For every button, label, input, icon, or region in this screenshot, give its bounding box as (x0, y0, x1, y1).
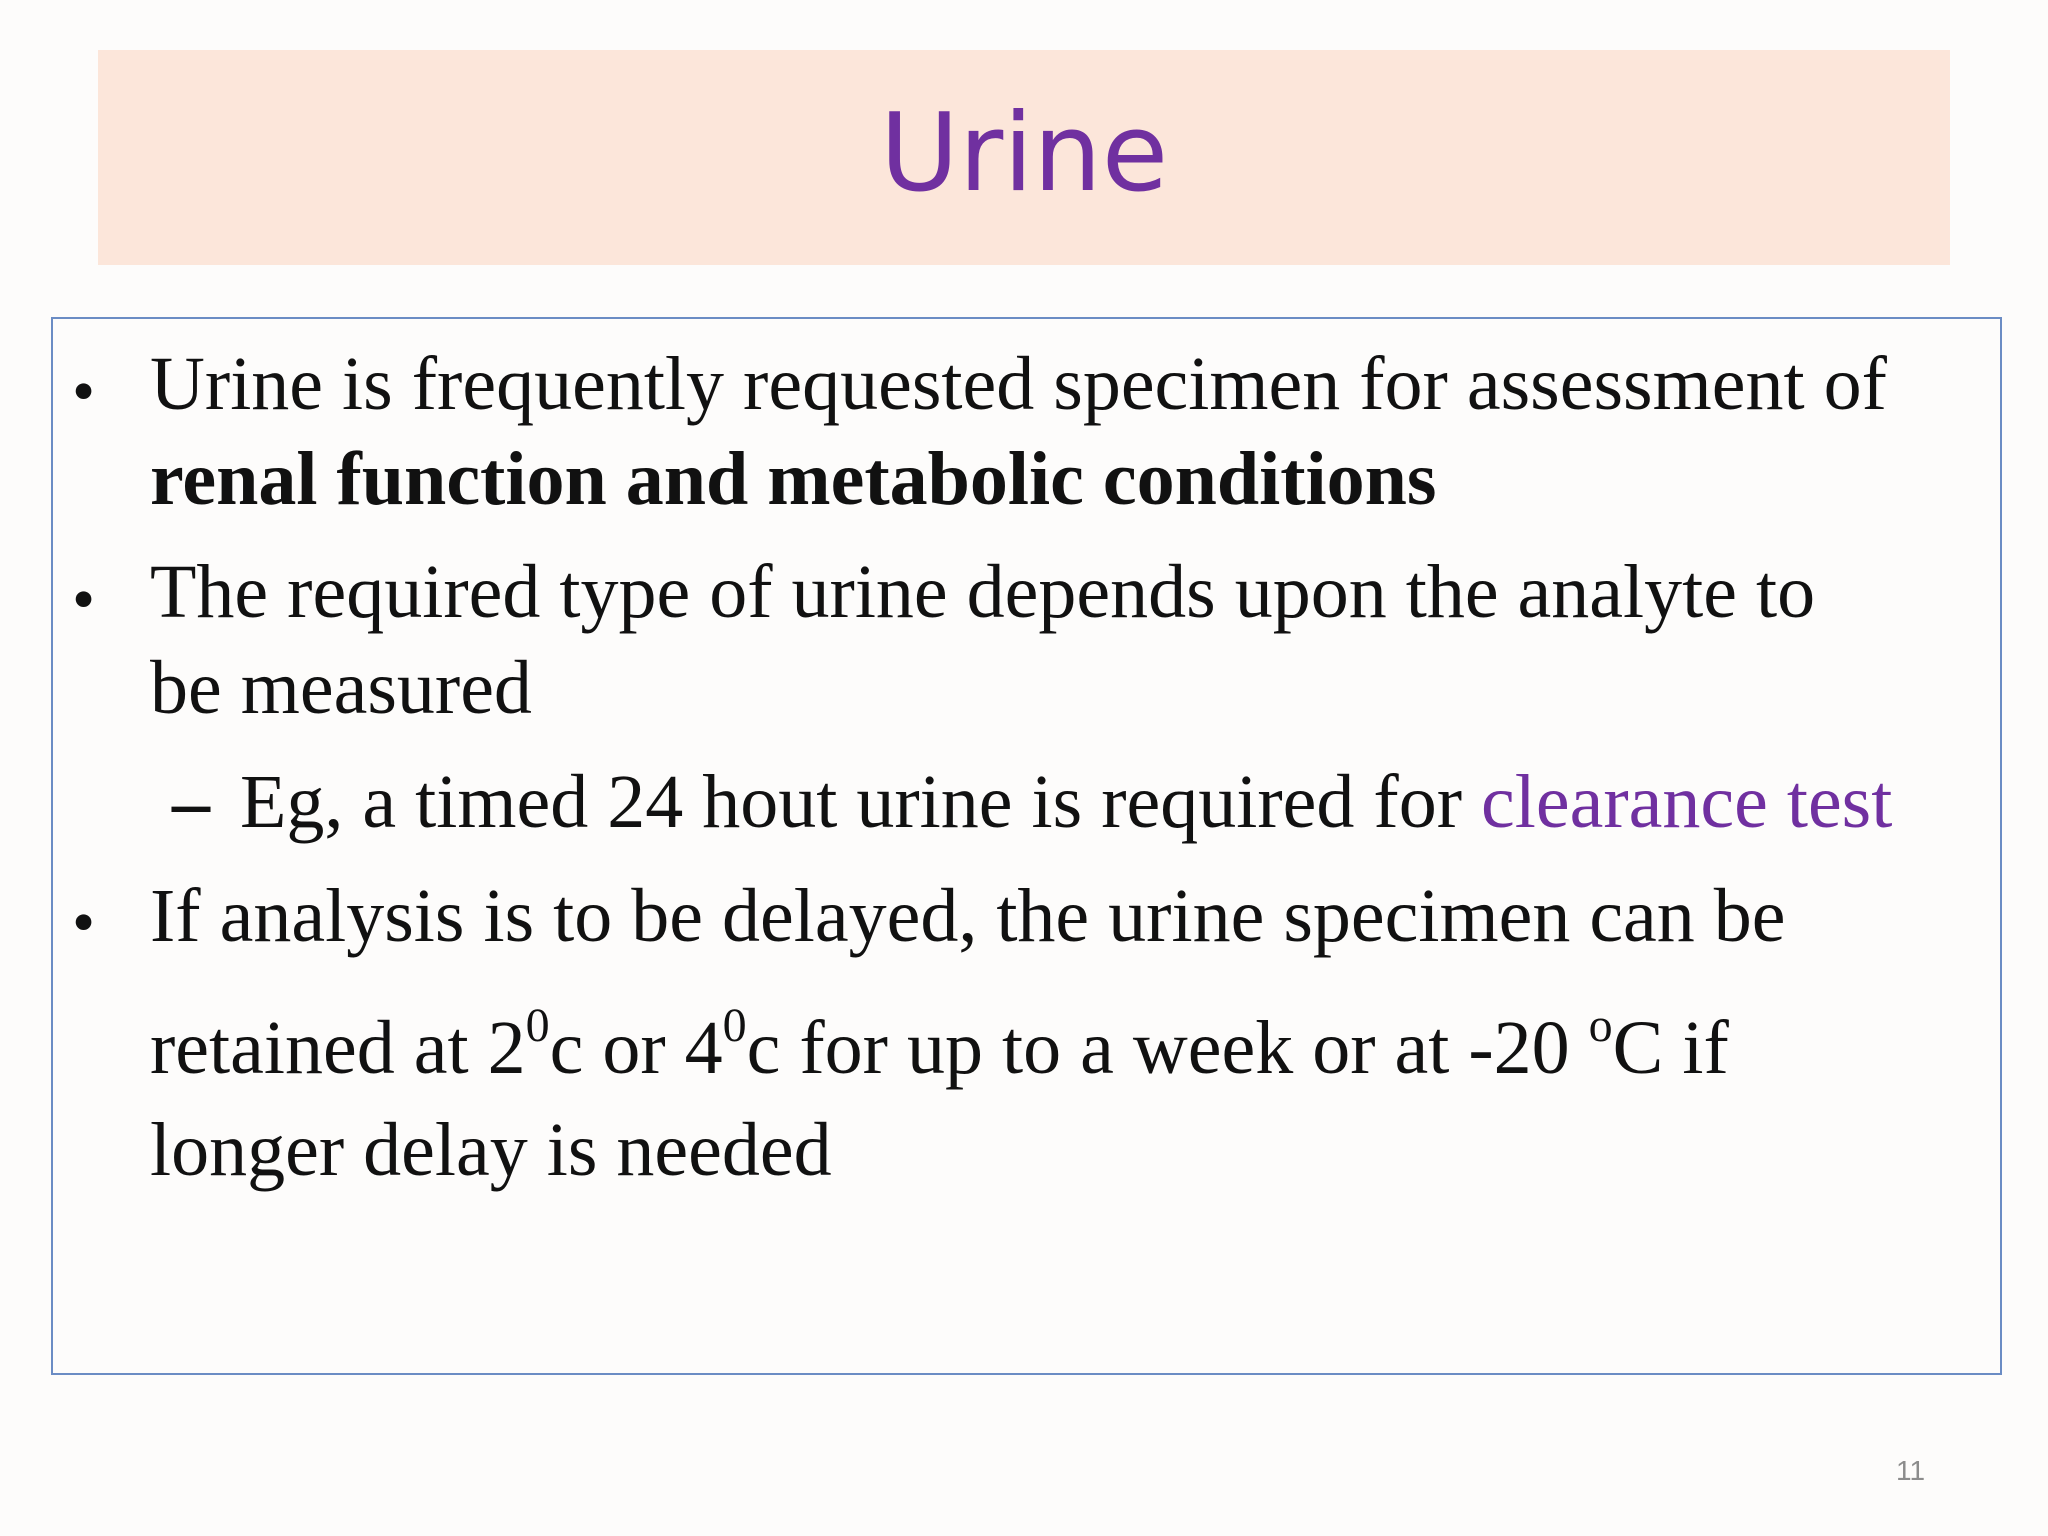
sub-item-text (240, 760, 1893, 844)
bullet-3-line-2 (150, 998, 1729, 1090)
retained-text-b: c or 4 (549, 1006, 723, 1090)
bullet-2-line-2: be measured (150, 646, 532, 730)
degree-superscript-2: 0 (722, 998, 747, 1052)
bullet-point-2: • (72, 563, 96, 636)
bullet-3-line-3: longer delay is needed (150, 1108, 832, 1192)
degree-superscript-1: 0 (525, 998, 550, 1052)
bullet-3-line-1: If analysis is to be delayed, the urine specimen can be (150, 874, 1786, 958)
clearance-test-highlight: clearance test (1481, 760, 1893, 844)
page-number: 11 (1896, 1455, 1926, 1486)
bullet-1-line-1: Urine is frequently requested specimen for assessment of (150, 342, 1887, 426)
retained-text-a: retained at 2 (150, 1006, 526, 1090)
degree-superscript-3: o (1588, 998, 1613, 1052)
bullet-1-line-2: renal function and metabolic conditions (150, 437, 1437, 521)
bullet-2-line-1: The required type of urine depends upon the analyte to (150, 550, 1816, 634)
retained-text-c: c for up to a week or at -20 (746, 1006, 1589, 1090)
sub-item-body: Eg, a timed 24 hout urine is required for (240, 760, 1482, 844)
retained-text-d: C if (1612, 1006, 1729, 1090)
bullet-point-1: • (72, 355, 96, 428)
sub-item-dash: – (172, 760, 210, 844)
title-banner (98, 50, 1950, 265)
bullet-point-3: • (72, 886, 96, 959)
slide-title: Urine (879, 90, 1169, 216)
